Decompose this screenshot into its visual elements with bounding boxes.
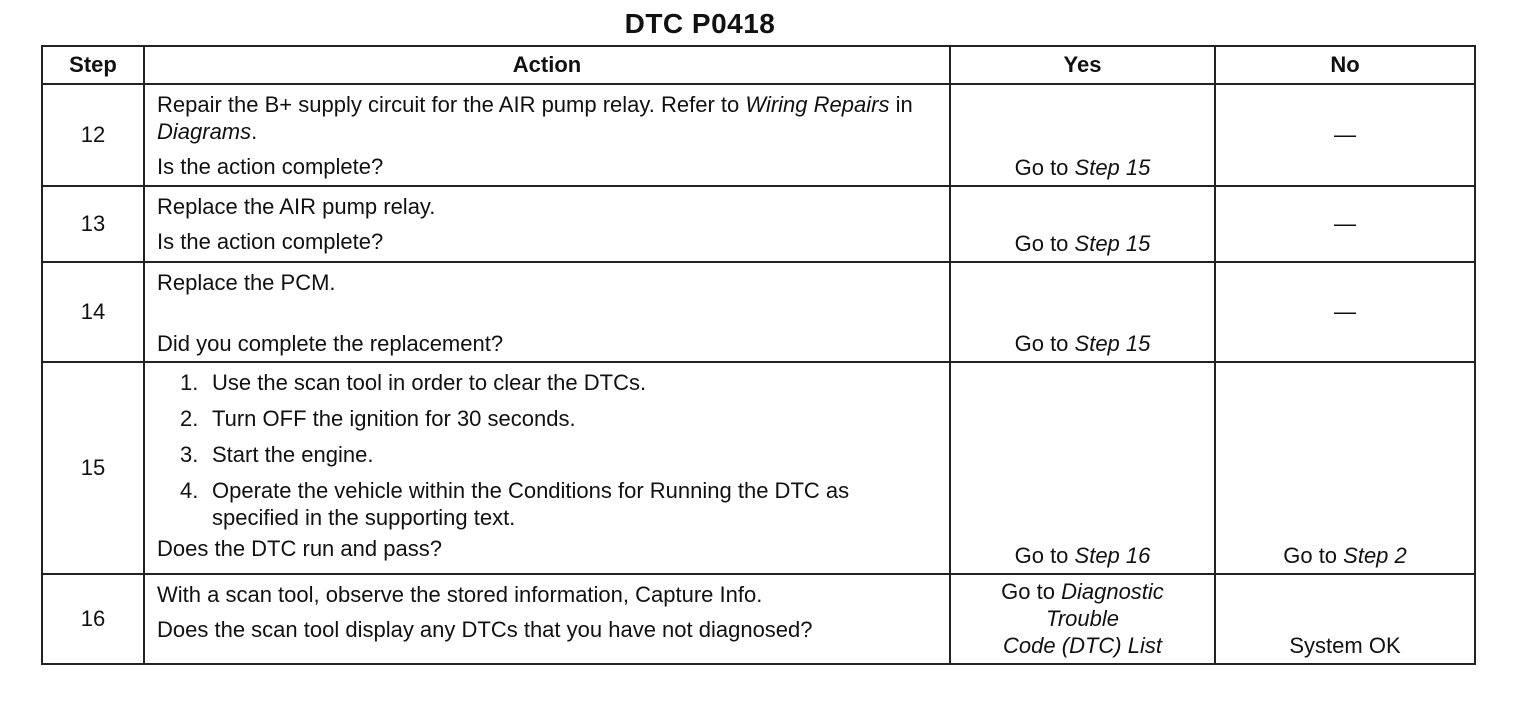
no-cell: System OK [1215,574,1475,664]
action-cell [144,84,950,186]
step-number: 12 [42,84,144,186]
yes-cell: Go to Step 15 [950,186,1215,262]
procedure-list [157,369,939,531]
no-cell: Go to Step 2 [1215,362,1475,574]
header-step: Step [42,46,144,84]
yes-cell: Go to Step 15 [950,84,1215,186]
question-text: Did you complete the replacement? [157,331,504,356]
header-no: No [1215,46,1475,84]
action-cell [144,574,950,664]
question-text: Does the scan tool display any DTCs that you have not diagnosed? [157,617,813,642]
yes-cell: Go to Step 15 [950,262,1215,362]
action-cell [144,262,950,362]
question-text: Is the action complete? [157,154,384,179]
action-cell [144,362,950,574]
list-item: 3. Start the engine. [180,442,374,467]
list-item: 4. Operate the vehicle within the Conditions for Running the DTC as specified in the supporting text. [180,478,850,530]
header-action: Action [144,46,950,84]
no-cell: — [1215,84,1475,186]
action-text: Replace the AIR pump relay. [157,194,436,219]
step-number: 15 [42,362,144,574]
step-number: 13 [42,186,144,262]
action-cell [144,186,950,262]
table-row [42,186,1475,262]
table-row [42,362,1475,574]
question-text: Does the DTC run and pass? [157,536,442,561]
action-text: With a scan tool, observe the stored information, Capture Info. [157,582,763,607]
header-yes: Yes [950,46,1215,84]
diagnostic-table [41,45,1476,665]
yes-cell: Go to Diagnostic Trouble Code (DTC) List [950,574,1215,664]
question-text: Is the action complete? [157,229,384,254]
page-title: DTC P0418 [624,8,776,39]
action-text: Repair the B+ supply circuit for the AIR pump relay. Refer to Wiring Repairs in Diagrams. [157,92,913,144]
no-cell: — [1215,186,1475,262]
table-row [42,574,1475,664]
list-item: 1. Use the scan tool in order to clear the DTCs. [180,370,647,395]
yes-cell: Go to Step 16 [950,362,1215,574]
no-cell: — [1215,262,1475,362]
step-number: 14 [42,262,144,362]
action-text: Replace the PCM. [157,270,336,295]
list-item: 2. Turn OFF the ignition for 30 seconds. [180,406,576,431]
table-row [42,84,1475,186]
table-header-row [42,46,1475,84]
table-row [42,262,1475,362]
step-number: 16 [42,574,144,664]
